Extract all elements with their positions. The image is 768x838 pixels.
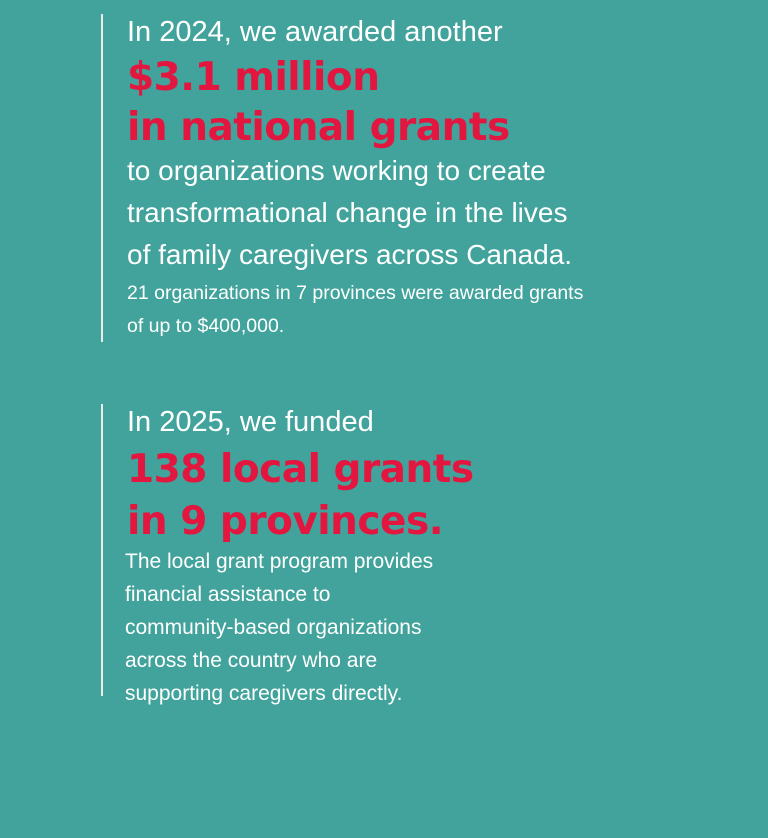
body-2024-line-2: transformational change in the lives [127, 197, 568, 228]
intro-2025: In 2025, we funded [127, 406, 374, 438]
national-grants-section [101, 14, 741, 342]
local-grants-section [101, 404, 741, 705]
body-2025-line-3: community-based organizations [125, 616, 422, 639]
headline-2025-line-1: 138 local grants [127, 447, 474, 492]
detail-2024 [127, 278, 741, 342]
body-2025-line-2: financial assistance to [125, 583, 331, 606]
detail-2024-line-2: of up to $400,000. [127, 315, 285, 337]
body-2025-line-4: across the country who are [125, 649, 378, 672]
detail-2024-line-1: 21 organizations in 7 provinces were awarded grants [127, 282, 584, 304]
body-2024-line-3: of family caregivers across Canada. [127, 239, 573, 270]
headline-2024 [127, 56, 741, 150]
intro-2024: In 2024, we awarded another [127, 16, 503, 48]
body-2025-line-1: The local grant program provides [125, 550, 434, 573]
body-2024 [127, 150, 741, 276]
headline-2025 [127, 448, 741, 544]
headline-2024-line-1: $3.1 million [127, 55, 380, 100]
headline-2025-line-2: in 9 provinces. [127, 499, 444, 544]
body-2025 [127, 546, 741, 709]
headline-2024-line-2: in national grants [127, 105, 510, 150]
body-2025-line-5: supporting caregivers directly. [125, 682, 403, 705]
body-2024-line-1: to organizations working to create [127, 155, 546, 186]
